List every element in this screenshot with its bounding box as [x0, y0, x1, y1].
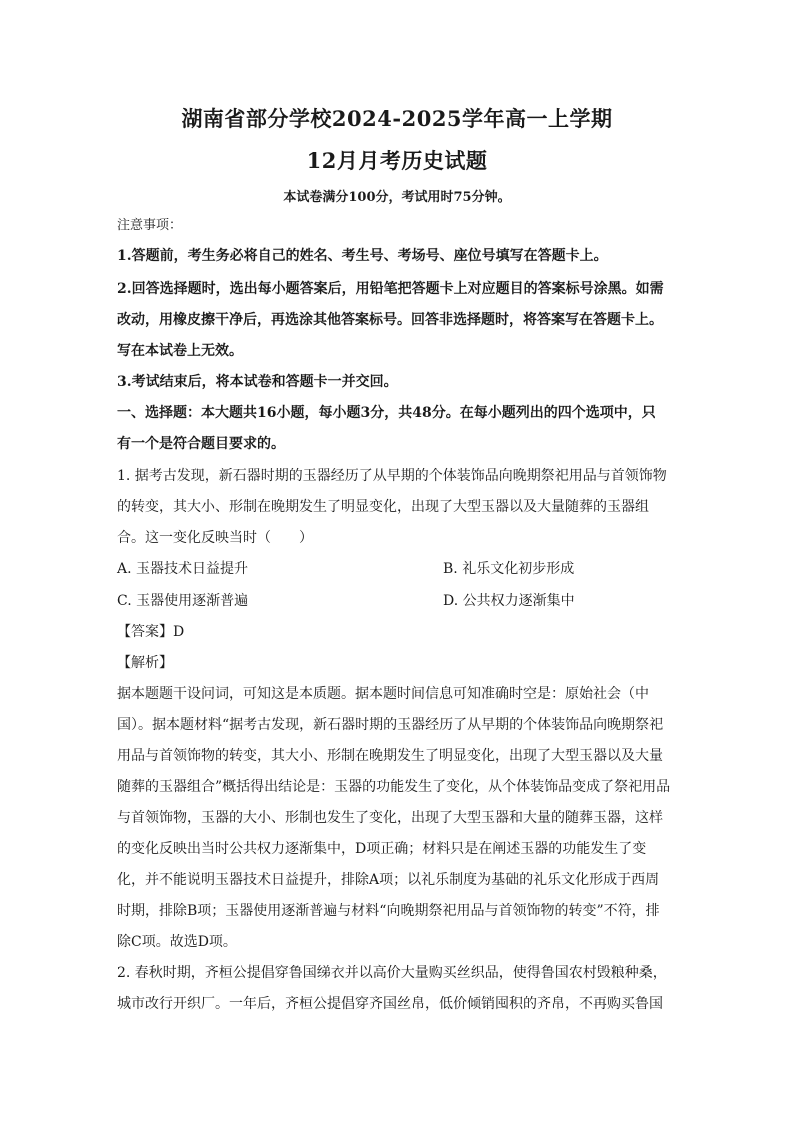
analysis-line: 与首领饰物，玉器的大小、形制也发生了变化，出现了大型玉器和大量的随葬玉器，这样	[117, 810, 663, 826]
exam-info: 本试卷满分100分，考试用时75分钟。	[283, 190, 511, 205]
analysis-line: 随葬的玉器组合”概括得出结论是：玉器的功能发生了变化，从个体装饰品变成了祭祀用品	[117, 779, 671, 795]
analysis-line: 的变化反映出当时公共权力逐渐集中，D项正确；材料只是在阐述玉器的功能发生了变	[117, 841, 647, 857]
note-item-3: 3.考试结束后，将本试卷和答题卡一并交回。	[117, 374, 398, 390]
question-1-line-3: 合。这一变化反映当时（ ）	[117, 530, 313, 546]
option-b: B. 礼乐文化初步形成	[443, 561, 575, 577]
analysis-line: 据本题题干设问词，可知这是本质题。据本题时间信息可知准确时空是：原始社会（中	[117, 686, 649, 702]
analysis-line: 国）。据本题材料“据考古发现，新石器时期的玉器经历了从早期的个体装饰品向晚期祭祀	[117, 717, 664, 733]
notes-heading: 注意事项：	[117, 218, 183, 233]
option-a: A. 玉器技术日益提升	[117, 561, 249, 577]
question-2-line-2: 城市改行开织厂。一年后，齐桓公提倡穿齐国丝帛，低价倾销囤积的齐帛，不再购买鲁国	[117, 996, 663, 1012]
option-c: C. 玉器使用逐渐普遍	[117, 593, 249, 609]
analysis-line: 化，并不能说明玉器技术日益提升，排除A项；以礼乐制度为基础的礼乐文化形成于西周	[117, 872, 660, 888]
question-2-line-1: 2. 春秋时期，齐桓公提倡穿鲁国绨衣并以高价大量购买丝织品，使得鲁国农村毁粮种桑，	[117, 965, 667, 981]
section-heading-line-1: 一、选择题：本大题共16小题，每小题3分，共48分。在每小题列出的四个选项中，只	[117, 405, 656, 421]
analysis-line: 时期，排除B项；玉器使用逐渐普遍与材料“向晚期祭祀用品与首领饰物的转变”不符，排	[117, 903, 660, 919]
question-1-line-2: 的转变，其大小、形制在晚期发生了明显变化，出现了大型玉器以及大量随葬的玉器组	[117, 499, 649, 515]
note-item-2-line-1: 2.回答选择题时，选出每小题答案后，用铅笔把答题卡上对应题目的答案标号涂黑。如需	[117, 281, 664, 297]
note-item-2-line-2: 改动，用橡皮擦干净后，再选涂其他答案标号。回答非选择题时，将答案写在答题卡上。	[117, 312, 663, 328]
section-heading-line-2: 有一个是符合题目要求的。	[117, 436, 285, 452]
document-title: 湖南省部分学校2024-2025学年高一上学期	[181, 106, 613, 131]
note-item-1: 1.答题前，考生务必将自己的姓名、考生号、考场号、座位号填写在答题卡上。	[117, 248, 608, 264]
analysis-line: 用品与首领饰物的转变，其大小、形制在晚期发生了明显变化，出现了大型玉器以及大量	[117, 748, 663, 764]
question-1-line-1: 1. 据考古发现，新石器时期的玉器经历了从早期的个体装饰品向晚期祭祀用品与首领饰物	[117, 468, 667, 484]
analysis-line: 除C项。故选D项。	[117, 934, 237, 950]
note-item-2-line-3: 写在本试卷上无效。	[117, 343, 243, 359]
option-d: D. 公共权力逐渐集中	[443, 593, 575, 609]
document-subtitle-title: 12月月考历史试题	[306, 148, 488, 173]
answer-label: 【答案】D	[117, 624, 185, 640]
analysis-label: 【解析】	[117, 655, 173, 671]
